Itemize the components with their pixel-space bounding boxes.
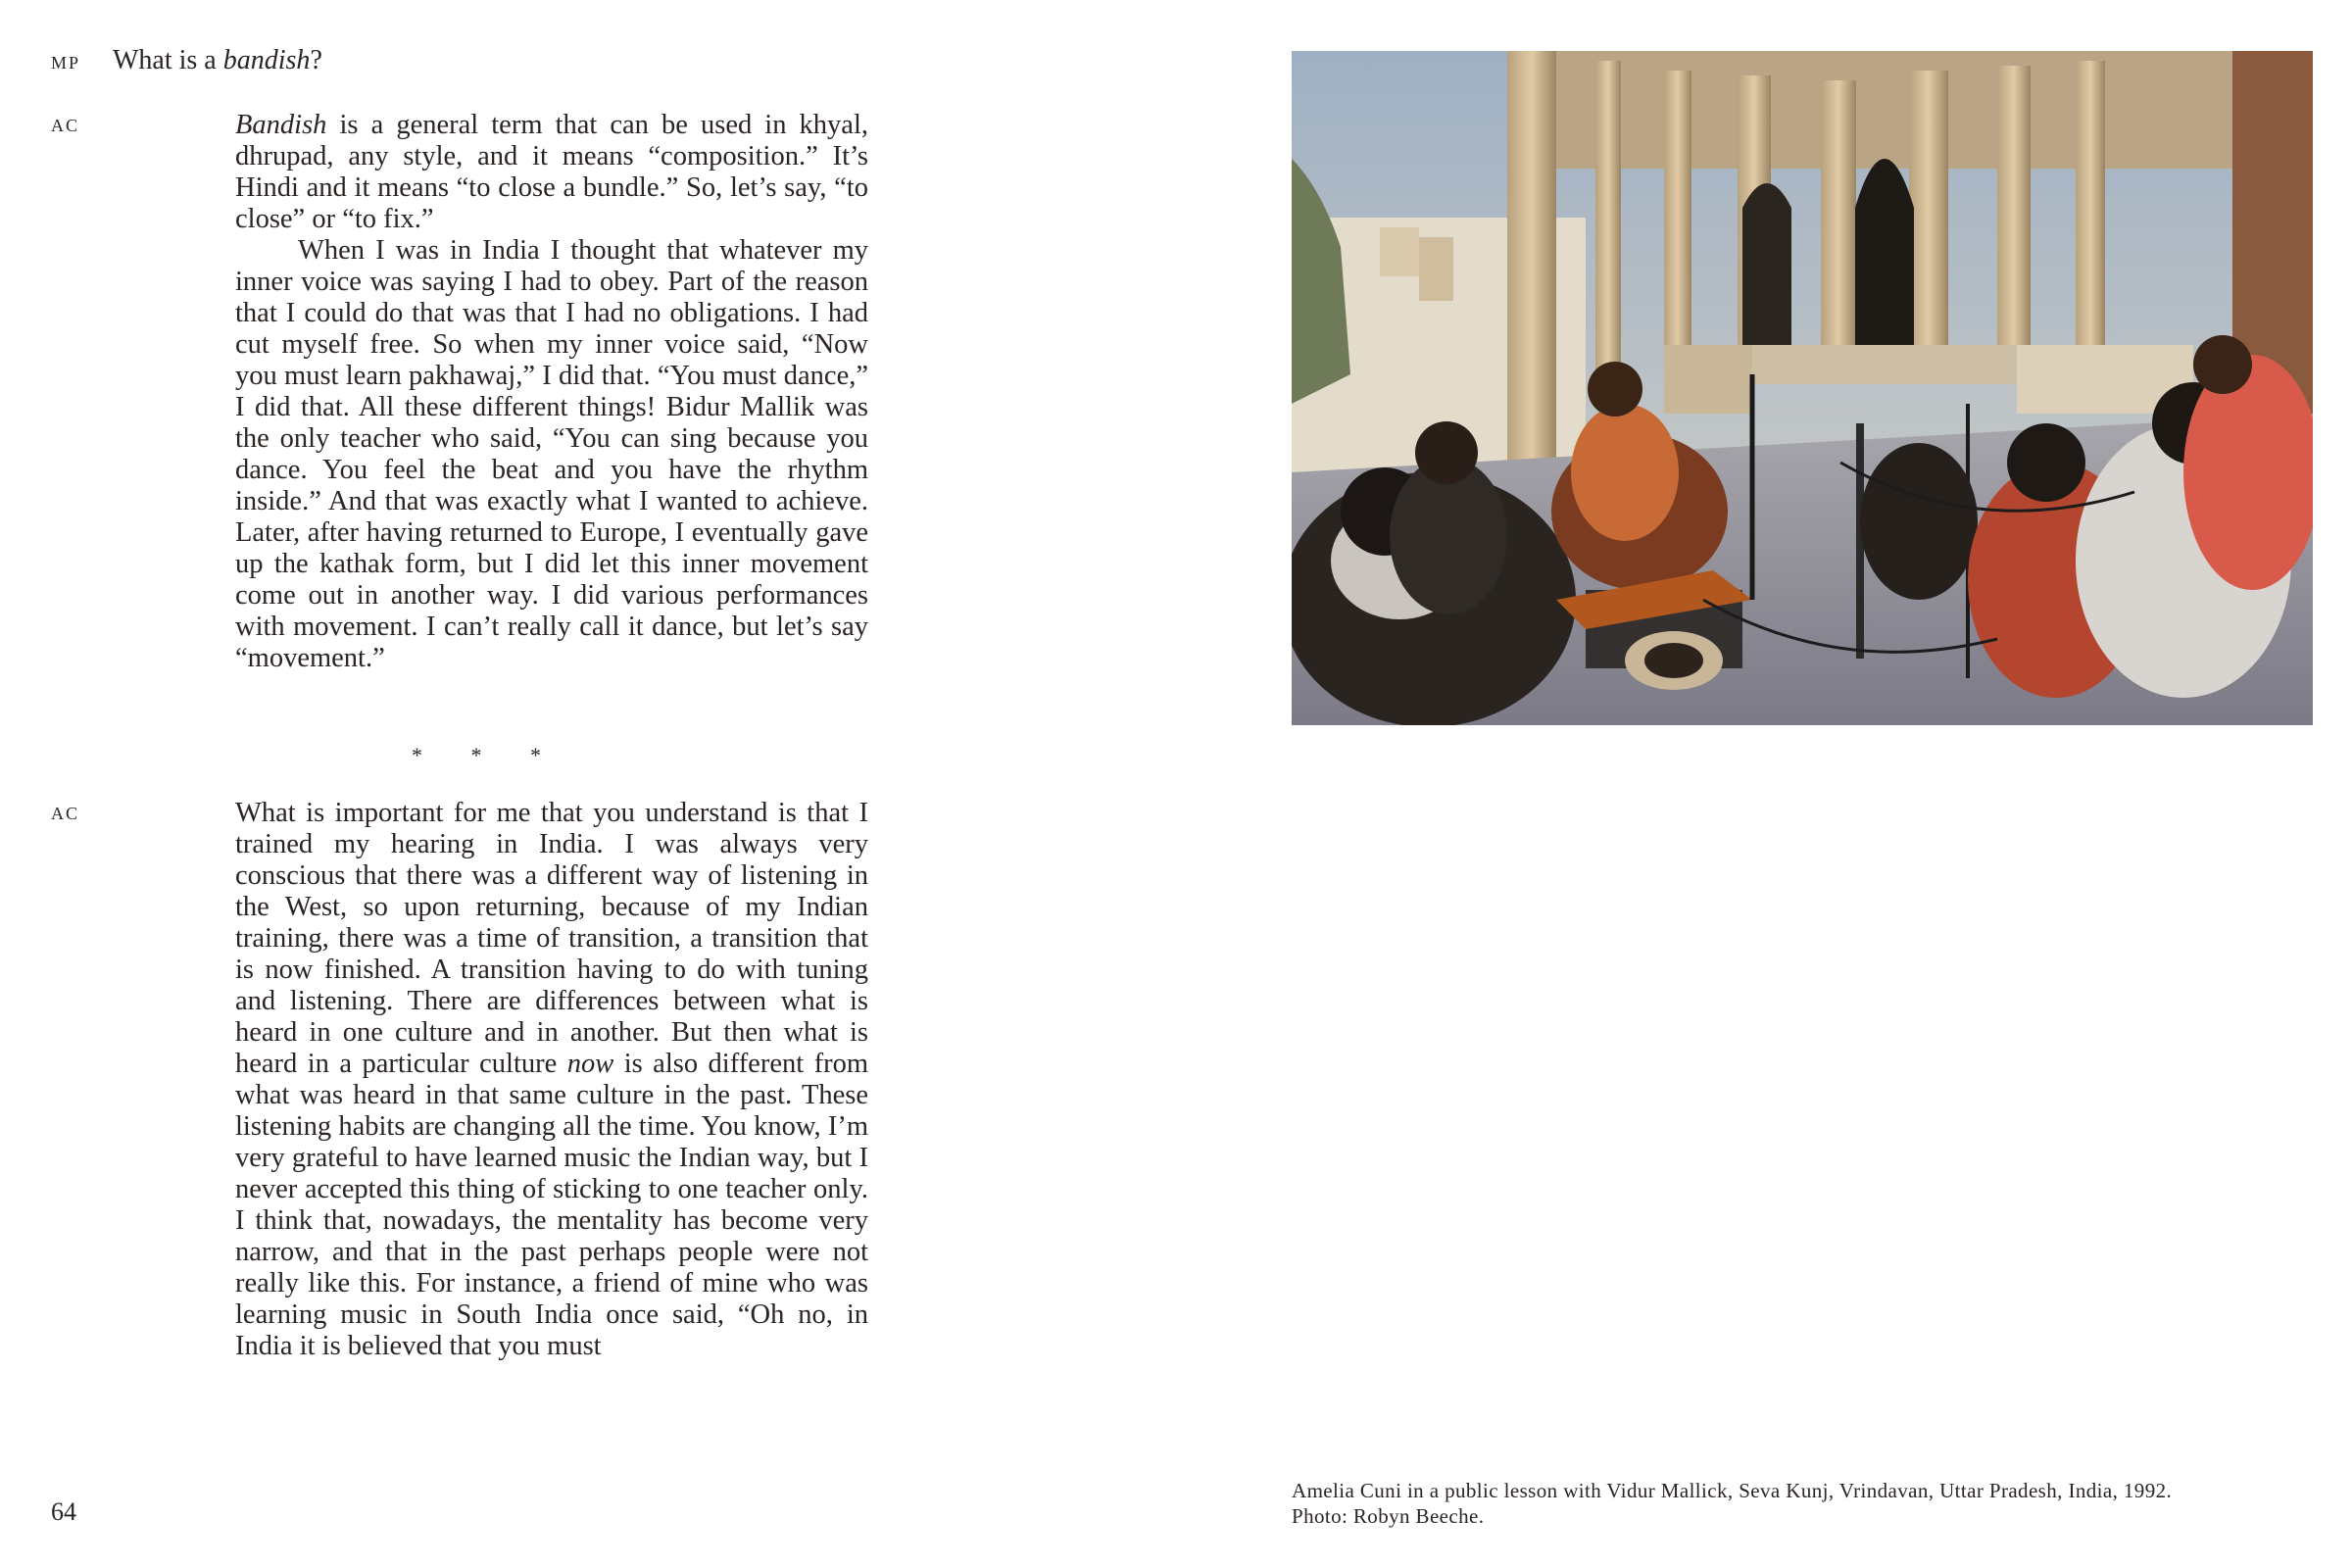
answer-paragraph: When I was in India I thought that whatever my inner voice was saying I had to obey. Part of the reason that I could do that was that I had no obligations. I had cut myself free. So when my inner voice said, “Now you must learn pakhawaj,” I did that. “You must dance,” I did that. All these different things! Bidur Mallik was the only teacher who said, “You can sing because you dance. You feel the beat and you have the rhythm inside.” And that was exactly what I wanted to achieve. Later, after having returned to Europe, I eventually gave up the kathak form, but I did let this inner movement come out in another way. I did various performances with movement. I can’t really call it dance, but let’s say “movement.”: [235, 235, 868, 673]
term-emphasis: Bandish: [235, 110, 327, 140]
speaker-label-ac: AC: [51, 116, 80, 135]
question-text: What is a bandish?: [113, 45, 322, 75]
photograph: [1292, 51, 2313, 725]
page-number: 64: [51, 1497, 76, 1526]
right-page: [1176, 0, 2352, 1568]
answer-paragraph: Bandish is a general term that can be used in khyal, dhrupad, any style, and it means “composition.” It’s Hindi and it means “to close a bundle.” So, let’s say, “to close” or “to fix.”: [235, 110, 868, 234]
speaker-label-ac: AC: [51, 804, 80, 823]
caption-line: Amelia Cuni in a public lesson with Vidur Mallick, Seva Kunj, Vrindavan, Uttar Pradesh, India, 1992.: [1292, 1479, 2173, 1502]
answer-block-1: [235, 110, 868, 674]
photo-credit: Photo: Robyn Beeche.: [1292, 1504, 1485, 1528]
speaker-label-mp: MP: [51, 53, 81, 73]
question-emphasis: bandish: [222, 45, 311, 75]
word-emphasis: now: [566, 1049, 614, 1079]
answer-block-2: [235, 798, 868, 1362]
photo-scene: [1292, 51, 2313, 725]
answer-paragraph: What is important for me that you understand is that I trained my hearing in India. I was always very conscious that there was a different way of listening in the West, so upon returning, because of my Indian training, there was a time of transition, a transition that is now finished. A transition having to do with tuning and listening. There are differences between what is heard in one culture and in another. But then what is heard in a particular culture now is also different from what was heard in that same culture in the past. These listening habits are changing all the time. You know, I’m very grateful to have learned music the Indian way, but I never accepted this thing of sticking to one teacher only. I think that, nowadays, the mentality has become very narrow, and that in the past perhaps people were not really like this. For instance, a friend of mine who was learning music in South India once said, “Oh no, in India it is believed that you must: [235, 798, 869, 1361]
section-separator: * * *: [412, 743, 563, 767]
photo-caption: [1292, 1478, 2330, 1529]
